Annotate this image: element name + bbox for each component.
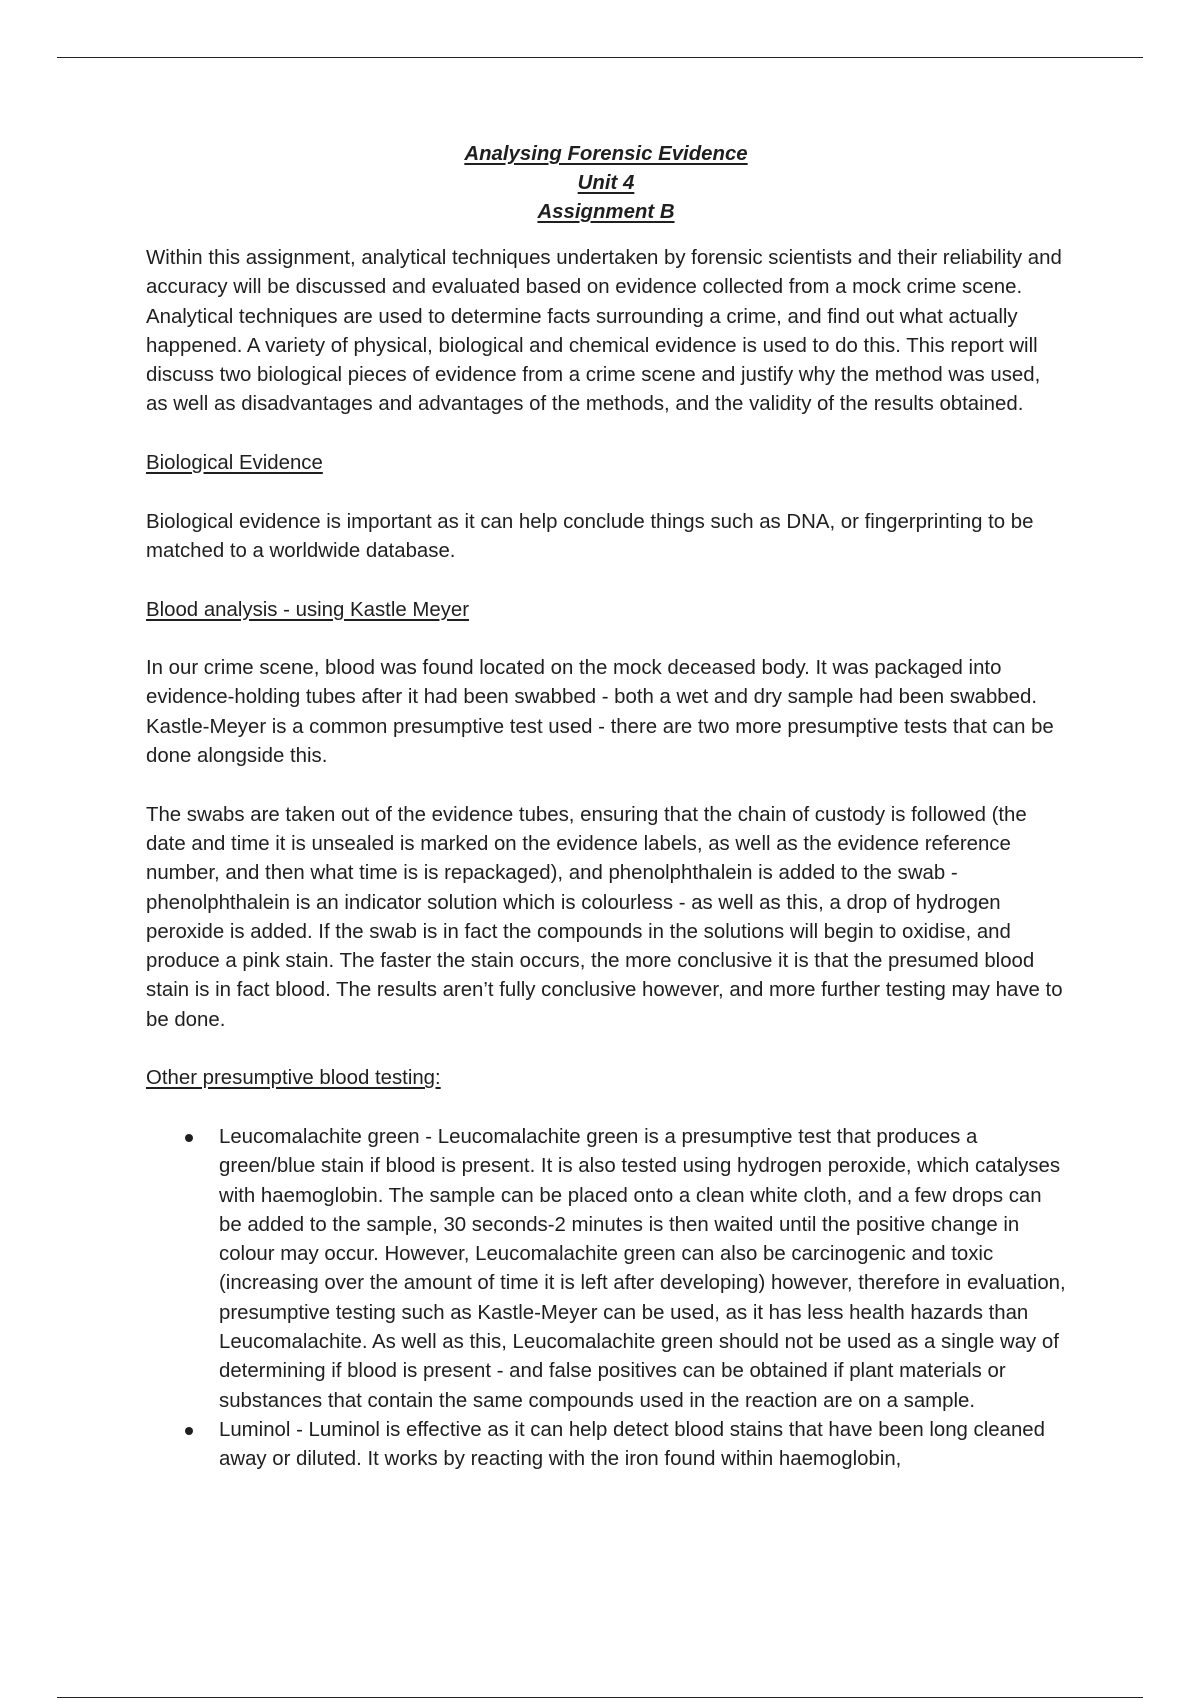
leucomalachite-green-text: Leucomalachite green - Leucomalachite green is a presumptive test that produces a green/blue stain if blood is present. It is also tested using hydrogen peroxide, which catalyses with haemoglobin. The sample can be placed onto a clean white cloth, and a few drops can be added to the sample, 30 seconds-2 minutes is then waited until the positive change in colour may occur. However, Leucomalachite green can also be carcinogenic and toxic (increasing over the amount of time it is left after developing) however, therefore in evaluation, presumptive testing such as Kastle-Meyer can be used, as it has less health hazards than Leucomalachite. As well as this, Leucomalachite green should not be used as a single way of determining if blood is present - and false positives can be obtained if plant materials or substances that contain the same compounds used in the reaction are on a sample. — [219, 1125, 1066, 1412]
blood-analysis-paragraph-1: In our crime scene, blood was found located on the mock deceased body. It was packaged into evidence-holding tubes after it had been swabbed - both a wet and dry sample had been swabbed. Kastle-Meyer is a common presumptive test used - there are two more presumptive tests that can be done alongside this. — [146, 657, 1054, 768]
document-title: Analysing Forensic Evidence — [464, 143, 748, 165]
list-item — [219, 1416, 1066, 1475]
list-item — [219, 1123, 1066, 1416]
assignment-label: Assignment B — [537, 201, 675, 223]
other-presumptive-heading: Other presumptive blood testing: — [146, 1067, 441, 1090]
biological-evidence-heading: Biological Evidence — [146, 452, 323, 475]
blood-analysis-paragraph-2: The swabs are taken out of the evidence tubes, ensuring that the chain of custody is followed (the date and time it is unsealed is marked on the evidence labels, as well as the evidence reference number, and then what time is is repackaged), and phenolphthalein is added to the swab - phenolphthalein is an indicator solution which is colourless - as well as this, a drop of hydrogen peroxide is added. If the swab is in fact the compounds in the solutions will begin to oxidise, and produce a pink stain. The faster the stain occurs, the more conclusive it is that the presumed blood stain is in fact blood. The results aren’t fully conclusive however, and more further testing may have to be done. — [146, 803, 1063, 1031]
title-block — [146, 140, 1066, 227]
intro-paragraph: Within this assignment, analytical techniques undertaken by forensic scientists and their reliability and accuracy will be discussed and evaluated based on evidence collected from a mock crime scene. Analytical techniques are used to determine facts surrounding a crime, and find out what actually happened. A variety of physical, biological and chemical evidence is used to do this. This report will discuss two biological pieces of evidence from a crime scene and justify why the method was used, as well as disadvantages and advantages of the methods, and the validity of the results obtained. — [146, 247, 1062, 416]
biological-evidence-paragraph: Biological evidence is important as it can help conclude things such as DNA, or fingerprinting to be matched to a worldwide database. — [146, 510, 1034, 562]
top-rule — [57, 57, 1143, 58]
unit-label: Unit 4 — [577, 172, 635, 194]
blood-analysis-heading: Blood analysis - using Kastle Meyer — [146, 598, 470, 621]
bullet-icon — [185, 1427, 193, 1435]
presumptive-tests-list — [146, 1123, 1066, 1475]
bullet-icon — [185, 1134, 193, 1142]
document-body — [146, 140, 1066, 1474]
luminol-text: Luminol - Luminol is effective as it can help detect blood stains that have been long cleaned away or diluted. It works by reacting with the iron found within haemoglobin, — [219, 1418, 1045, 1471]
bottom-rule — [57, 1697, 1143, 1698]
